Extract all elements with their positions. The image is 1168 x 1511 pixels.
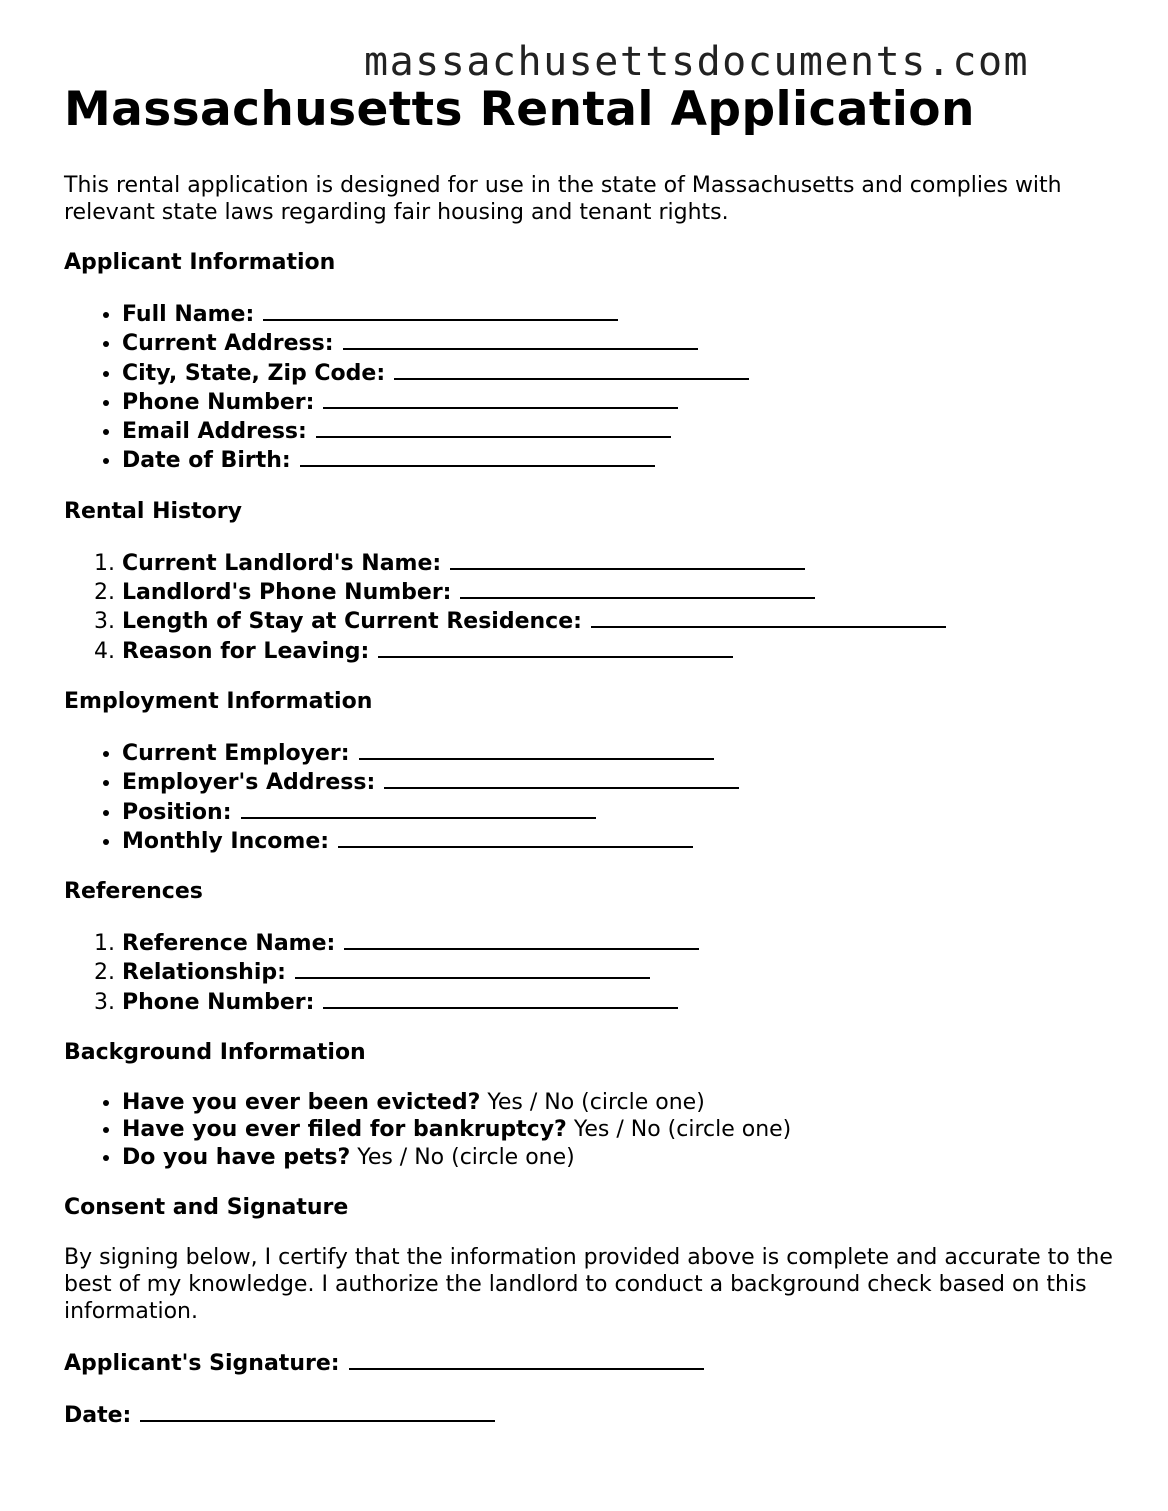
reference-name-blank[interactable] <box>344 928 699 950</box>
field-label: Current Landlord's Name: <box>122 550 442 576</box>
signature-blank[interactable] <box>349 1348 704 1370</box>
field-label: Relationship: <box>122 960 286 986</box>
field-label: Current Employer: <box>122 740 350 766</box>
date-label: Date: <box>64 1402 132 1428</box>
consent-paragraph: By signing below, I certify that the information provided above is complete and accurate to the best of my knowledge. I authorize the landlord to conduct a background check based on this information. <box>64 1244 1113 1324</box>
consent-heading: Consent and Signature <box>64 1194 349 1220</box>
applicant-heading: Applicant Information <box>64 250 336 275</box>
position-blank[interactable] <box>241 797 596 819</box>
length-of-stay-blank[interactable] <box>591 606 946 628</box>
reference-phone-blank[interactable] <box>323 987 678 1009</box>
field-label: Current Address: <box>122 331 334 357</box>
document-body <box>64 84 1124 1429</box>
document-title: Massachusetts Rental Application <box>64 82 975 137</box>
field-label: Reason for Leaving: <box>122 638 370 664</box>
yes-no-options[interactable]: Yes / No (circle one) <box>357 1144 575 1170</box>
field-label: Email Address: <box>122 419 307 445</box>
field-reason-for-leaving <box>122 636 1124 665</box>
signature-line <box>64 1348 1124 1377</box>
field-position <box>122 797 1124 826</box>
field-reference-name <box>122 928 1124 957</box>
question-label: Have you ever been evicted? <box>122 1090 481 1116</box>
email-address-blank[interactable] <box>316 416 671 438</box>
landlord-phone-blank[interactable] <box>460 577 815 599</box>
question-pets <box>122 1144 1124 1171</box>
field-city-state-zip <box>122 358 1124 387</box>
field-landlord-phone <box>122 577 1124 606</box>
yes-no-options[interactable]: Yes / No (circle one) <box>487 1090 705 1116</box>
field-phone-number <box>122 387 1124 416</box>
field-monthly-income <box>122 826 1124 855</box>
question-evicted <box>122 1089 1124 1116</box>
question-bankruptcy <box>122 1116 1124 1143</box>
field-date-of-birth <box>122 445 1124 474</box>
field-label: Length of Stay at Current Residence: <box>122 609 582 635</box>
field-label: Full Name: <box>122 302 255 327</box>
field-current-address <box>122 328 1124 357</box>
field-label: City, State, Zip Code: <box>122 360 386 386</box>
reason-for-leaving-blank[interactable] <box>378 636 733 658</box>
date-line <box>64 1400 1124 1429</box>
references-fields <box>64 928 1124 1016</box>
rental-history-heading: Rental History <box>64 498 242 524</box>
background-heading: Background Information <box>64 1040 366 1066</box>
current-employer-blank[interactable] <box>359 738 714 760</box>
phone-number-blank[interactable] <box>323 387 678 409</box>
field-landlord-name <box>122 548 1124 577</box>
full-name-blank[interactable] <box>263 299 618 321</box>
references-heading: References <box>64 879 203 905</box>
monthly-income-blank[interactable] <box>338 826 693 848</box>
yes-no-options[interactable]: Yes / No (circle one) <box>573 1117 792 1143</box>
field-label: Employer's Address: <box>122 770 376 796</box>
employer-address-blank[interactable] <box>384 767 739 789</box>
date-of-birth-blank[interactable] <box>300 445 655 467</box>
field-label: Phone Number: <box>122 989 315 1015</box>
field-relationship <box>122 957 1124 986</box>
employment-fields <box>64 738 1124 855</box>
signature-label: Applicant's Signature: <box>64 1350 340 1376</box>
landlord-name-blank[interactable] <box>450 548 805 570</box>
rental-history-fields <box>64 548 1124 665</box>
question-label: Do you have pets? <box>122 1144 351 1170</box>
field-length-of-stay <box>122 606 1124 635</box>
relationship-blank[interactable] <box>295 957 650 979</box>
watermark: massachusettsdocuments.com <box>364 39 1030 85</box>
field-reference-phone <box>122 987 1124 1016</box>
background-questions <box>64 1089 1124 1171</box>
field-label: Position: <box>122 799 232 825</box>
field-current-employer <box>122 738 1124 767</box>
field-employer-address <box>122 767 1124 796</box>
field-label: Date of Birth: <box>122 448 291 474</box>
field-label: Monthly Income: <box>122 828 330 854</box>
intro-paragraph: This rental application is designed for use in the state of Massachusetts and complies with relevant state laws regarding fair housing and tenant rights. <box>64 173 1062 225</box>
employment-heading: Employment Information <box>64 688 373 714</box>
field-full-name <box>122 299 1124 328</box>
field-email-address <box>122 416 1124 445</box>
current-address-blank[interactable] <box>343 328 698 350</box>
applicant-fields <box>64 299 1124 475</box>
field-label: Phone Number: <box>122 389 315 415</box>
date-blank[interactable] <box>140 1400 495 1422</box>
field-label: Reference Name: <box>122 931 336 957</box>
city-state-zip-blank[interactable] <box>394 358 749 380</box>
field-label: Landlord's Phone Number: <box>122 580 452 606</box>
question-label: Have you ever filed for bankruptcy? <box>122 1117 567 1143</box>
